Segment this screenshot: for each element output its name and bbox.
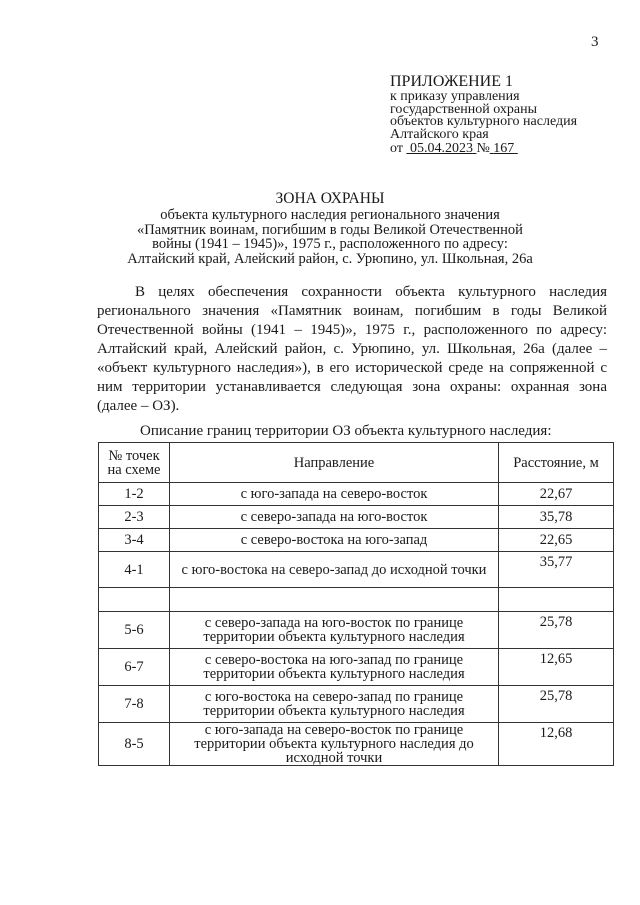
appendix-title: ПРИЛОЖЕНИЕ 1 [390, 73, 514, 90]
table-row [99, 612, 614, 649]
table-row-empty [99, 588, 614, 612]
cell-direction: с юго-востока на северо-запад по границе территории объекта культурного наследия [170, 686, 499, 723]
cell-points: 5-6 [99, 612, 170, 649]
cell-distance: 35,77 [499, 552, 614, 588]
boundaries-table [98, 442, 614, 766]
cell-points: 8-5 [99, 723, 170, 766]
cell-points: 2-3 [99, 506, 170, 529]
zone-line: объекта культурного наследия регионального значения [160, 207, 500, 223]
cell-distance: 12,65 [499, 649, 614, 686]
cell-points: 6-7 [99, 649, 170, 686]
table-header-row [99, 443, 614, 483]
order-line [390, 141, 620, 157]
table-row [99, 483, 614, 506]
cell-direction: с юго-востока на северо-запад до исходной точки [170, 552, 499, 588]
cell-direction: с северо-востока на юго-запад по границе территории объекта культурного наследия [170, 649, 499, 686]
appendix-header [390, 74, 620, 157]
zone-heading [60, 190, 600, 266]
cell-distance: 12,68 [499, 723, 614, 766]
appendix-line: объектов культурного наследия [390, 114, 578, 129]
order-number: 167 [493, 141, 515, 156]
order-number-label: № [476, 141, 490, 156]
cell-distance [499, 588, 614, 612]
header-points: № точек на схеме [99, 443, 170, 483]
table-caption: Описание границ территории ОЗ объекта культурного наследия: [140, 423, 552, 439]
appendix-line: государственной охраны [390, 101, 538, 117]
order-date: 05.04.2023 [409, 141, 473, 156]
cell-direction: с юго-запада на северо-восток [170, 483, 499, 506]
cell-direction: с северо-запада на юго-восток по границе территории объекта культурного наследия [170, 612, 499, 649]
zone-line: «Памятник воинам, погибшим в годы Великой Отечественной [137, 221, 523, 238]
cell-points [99, 588, 170, 612]
cell-points: 1-2 [99, 483, 170, 506]
cell-points: 4-1 [99, 552, 170, 588]
header-direction: Направление [170, 443, 499, 483]
zone-line: Алтайский край, Алейский район, с. Урюпино, ул. Школьная, 26а [127, 250, 533, 267]
order-prefix: от [390, 141, 403, 156]
appendix-line: к приказу управления [390, 89, 520, 104]
table-row [99, 529, 614, 552]
zone-title: ЗОНА ОХРАНЫ [275, 190, 385, 207]
table-row [99, 686, 614, 723]
cell-distance: 22,67 [499, 483, 614, 506]
table-row [99, 649, 614, 686]
zone-line: войны (1941 – 1945)», 1975 г., расположенного по адресу: [152, 236, 508, 252]
cell-distance: 22,65 [499, 529, 614, 552]
cell-points: 3-4 [99, 529, 170, 552]
cell-direction: с северо-востока на юго-запад [170, 529, 499, 552]
header-distance: Расстояние, м [499, 443, 614, 483]
cell-distance: 25,78 [499, 612, 614, 649]
cell-distance: 25,78 [499, 686, 614, 723]
cell-direction [170, 588, 499, 612]
cell-direction: с северо-запада на юго-восток [170, 506, 499, 529]
cell-distance: 35,78 [499, 506, 614, 529]
table-row [99, 552, 614, 588]
appendix-line: Алтайского края [390, 126, 489, 142]
table-row [99, 723, 614, 766]
cell-points: 7-8 [99, 686, 170, 723]
table-row [99, 506, 614, 529]
cell-direction: с юго-запада на северо-восток по границе территории объекта культурного наследия до исходной точки [170, 723, 499, 766]
page-number: 3 [591, 34, 599, 50]
intro-paragraph: В целях обеспечения сохранности объекта культурного наследия регионального значения «Памятник воинам, погибшим в годы Великой Отечественной войны (1941 – 1945)», 1975 г., расположенного по адресу: Алтайский край, Алейский район, с. Урюпино, ул. Школьная, 26а (далее – «объект культурного наследия»), в его исторической среде на сопряженной с ним территории устанавливается следующая зона охраны: охранная зона (далее – ОЗ). [97, 284, 607, 414]
